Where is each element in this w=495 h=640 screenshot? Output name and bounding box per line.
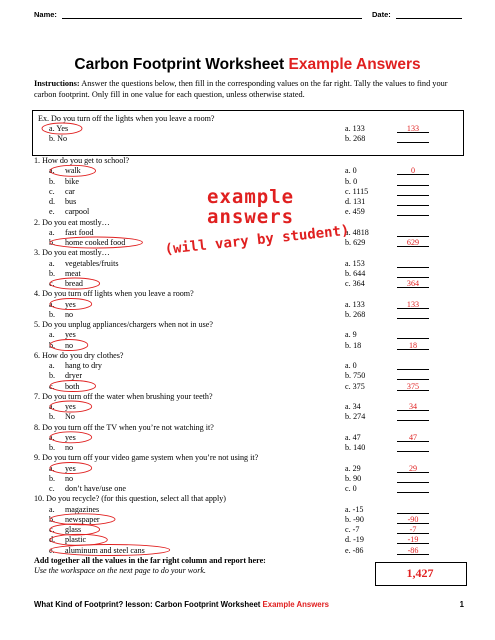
option-text: vegetables/fruits — [65, 258, 119, 268]
option-letter: a. — [49, 504, 55, 514]
option-text: glass — [65, 525, 82, 534]
option-value: a. -15 — [345, 504, 364, 514]
option-letter: a. — [49, 227, 55, 237]
option-text: yes — [65, 463, 76, 473]
option-value: a. 133 — [345, 299, 365, 309]
option-text: bike — [65, 176, 79, 186]
title-accent: Example Answers — [288, 56, 421, 73]
option-letter: c. — [49, 484, 55, 493]
option-value: c. 375 — [345, 381, 365, 391]
total-label: Add together all the values in the far right column and report here: — [34, 556, 266, 565]
answer-circle — [50, 534, 107, 545]
option-value: c. 1115 — [345, 186, 369, 196]
question-10: 10. Do you recycle? (for this question, select all that apply) — [34, 494, 226, 504]
option-text: yes — [65, 299, 76, 309]
option-letter: c. — [49, 381, 55, 391]
option-value: b. 750 — [345, 371, 366, 381]
instructions-lead: Instructions: — [34, 79, 80, 88]
option-text: yes — [65, 432, 76, 442]
option-letter: a. — [49, 402, 55, 411]
option-letter: e. — [49, 545, 55, 555]
page-footer — [34, 600, 464, 609]
question-7: 7. Do you turn off the water when brushing your teeth? — [34, 391, 213, 401]
option-text: walk — [65, 166, 81, 176]
answer-blank[interactable]: 364 — [397, 279, 429, 288]
option-text: aluminum and steel cans — [65, 545, 145, 555]
option-letter: b. — [49, 340, 56, 350]
question-6: 6. How do you dry clothes? — [34, 350, 124, 360]
option-text: magazines — [65, 504, 100, 514]
footer-accent: Example Answers — [262, 600, 329, 609]
answer-blank[interactable]: 47 — [397, 433, 429, 442]
option-text: No — [65, 412, 75, 422]
option-letter: b. — [49, 443, 56, 452]
option-letter: e. — [49, 207, 55, 217]
option-text: carpool — [65, 207, 90, 217]
option-text: bread — [65, 279, 83, 288]
option-text: no — [65, 309, 74, 319]
option-letter: c. — [49, 525, 55, 534]
option-letter: b. — [49, 514, 56, 524]
option-letter: b. — [49, 309, 56, 319]
option-letter: c. — [49, 186, 55, 196]
option-text: dryer — [65, 371, 83, 381]
answer-circle — [50, 340, 88, 351]
instructions-text: Answer the questions below, then fill in the corresponding values on the far right. Tally the values to find your carbon footprint. Only fill in one value for each question, unless otherwise stated. — [34, 79, 448, 99]
answer-circle — [50, 401, 92, 412]
option-value: d. -19 — [345, 535, 364, 545]
option-value: b. 268 — [345, 309, 366, 319]
option-value: a. 9 — [345, 330, 357, 340]
answer-circle — [50, 463, 92, 474]
answer-blank[interactable]: 34 — [397, 402, 429, 411]
answer-circle — [50, 237, 142, 248]
option-text: plastic — [65, 535, 87, 545]
option-text: both — [65, 381, 80, 391]
option-letter: b. — [49, 176, 56, 186]
option-value: b. 0 — [345, 176, 358, 186]
option-value: e. 459 — [345, 207, 365, 217]
page-number: 1 — [459, 600, 464, 609]
stamp-example: example — [207, 186, 295, 208]
option-letter: d. — [49, 535, 56, 545]
option-value: a. 29 — [345, 463, 361, 473]
option-text: fast food — [65, 227, 94, 237]
answer-blank[interactable]: 629 — [397, 238, 429, 247]
option-text: yes — [65, 402, 76, 411]
option-text: no — [65, 340, 74, 350]
option-letter: a. — [49, 330, 55, 340]
question-3: 3. Do you eat mostly… — [34, 248, 110, 258]
example-value-a: a. 133 — [345, 124, 365, 133]
option-value: a. 0 — [345, 361, 357, 370]
answer-circle — [50, 545, 170, 556]
option-value: a. 34 — [345, 402, 361, 411]
name-label: Name: — [34, 10, 57, 19]
example-question: Ex. Do you turn off the lights when you leave a room? — [38, 114, 215, 123]
answer-circle — [50, 165, 96, 176]
answer-blank[interactable]: 0 — [397, 166, 429, 175]
option-value: b. 274 — [345, 412, 366, 422]
option-value: b. 629 — [345, 238, 366, 247]
option-text: yes — [65, 330, 76, 340]
option-letter: b. — [49, 268, 56, 278]
option-letter: b. — [49, 473, 56, 483]
footer-text: What Kind of Footprint? lesson: Carbon Footprint Worksheet — [34, 600, 263, 609]
question-5: 5. Do you unplug appliances/chargers when not in use? — [34, 320, 213, 329]
answer-blank[interactable]: -19 — [397, 535, 429, 544]
option-value: a. 4818 — [345, 227, 369, 237]
option-value: b. 18 — [345, 340, 362, 350]
option-text: hang to dry — [65, 361, 102, 370]
option-value: a. 0 — [345, 166, 357, 176]
option-letter: b. — [49, 412, 56, 422]
question-9: 9. Do you turn off your video game system when you’re not using it? — [34, 453, 259, 463]
option-letter: a. — [49, 361, 55, 370]
option-letter: b. — [49, 371, 56, 381]
option-value: b. -90 — [345, 514, 364, 524]
answer-circle — [50, 514, 115, 525]
answer-circle — [50, 299, 92, 310]
title-main: Carbon Footprint Worksheet — [74, 56, 289, 73]
option-text: bus — [65, 197, 77, 206]
option-text: car — [65, 186, 75, 196]
option-letter: d. — [49, 197, 56, 206]
option-value: b. 90 — [345, 473, 362, 483]
stamp-answers: answers — [207, 206, 295, 228]
answer-circle — [50, 524, 100, 535]
option-letter: c. — [49, 279, 55, 288]
stamp-will-vary: (will vary by student) — [164, 222, 351, 258]
total-note: Use the workspace on the next page to do your work. — [34, 566, 206, 575]
example-value-b: b. 268 — [345, 134, 366, 143]
option-value: a. 47 — [345, 432, 361, 442]
date-label: Date: — [372, 10, 391, 19]
option-text: meat — [65, 268, 81, 278]
option-value: c. -7 — [345, 525, 360, 534]
answer-blank[interactable]: 375 — [397, 382, 429, 391]
option-text: home cooked food — [65, 238, 126, 247]
answer-blank[interactable]: -7 — [397, 525, 429, 534]
option-value: d. 131 — [345, 197, 366, 206]
answer-blank[interactable]: 18 — [397, 341, 429, 350]
option-letter: a. — [49, 432, 55, 442]
option-value: e. -86 — [345, 545, 364, 555]
example-answer-circle — [42, 123, 82, 134]
question-1: 1. How do you get to school? — [34, 156, 130, 165]
answer-circle — [50, 381, 96, 392]
question-4: 4. Do you turn off lights when you leave a room? — [34, 289, 194, 299]
option-value: b. 644 — [345, 268, 366, 278]
option-value: b. 140 — [345, 443, 366, 452]
example-option-a: a. Yes — [49, 124, 69, 133]
option-letter: a. — [49, 258, 55, 268]
question-2: 2. Do you eat mostly… — [34, 217, 110, 227]
option-text: no — [65, 443, 74, 452]
example-answer-a: 133 — [397, 124, 429, 133]
answer-circle — [50, 278, 100, 289]
total-value: 1,427 — [406, 566, 434, 580]
option-value: a. 153 — [345, 258, 365, 268]
option-letter: b. — [49, 238, 56, 247]
option-text: no — [65, 473, 74, 483]
answer-blank[interactable]: 133 — [397, 300, 429, 309]
example-option-b: b. No — [49, 134, 67, 143]
option-letter: a. — [49, 166, 55, 176]
option-letter: a. — [49, 463, 55, 473]
option-value: c. 364 — [345, 279, 365, 288]
answer-circle — [50, 432, 92, 443]
option-value: c. 0 — [345, 484, 357, 493]
answer-blank[interactable]: -86 — [397, 546, 429, 555]
option-letter: a. — [49, 299, 55, 309]
question-8: 8. Do you turn off the TV when you’re not watching it? — [34, 422, 214, 432]
answer-blank[interactable]: 29 — [397, 464, 429, 473]
option-text: don’t have/use one — [65, 484, 126, 493]
option-text: newspaper — [65, 514, 100, 524]
answer-blank[interactable]: -90 — [397, 515, 429, 524]
